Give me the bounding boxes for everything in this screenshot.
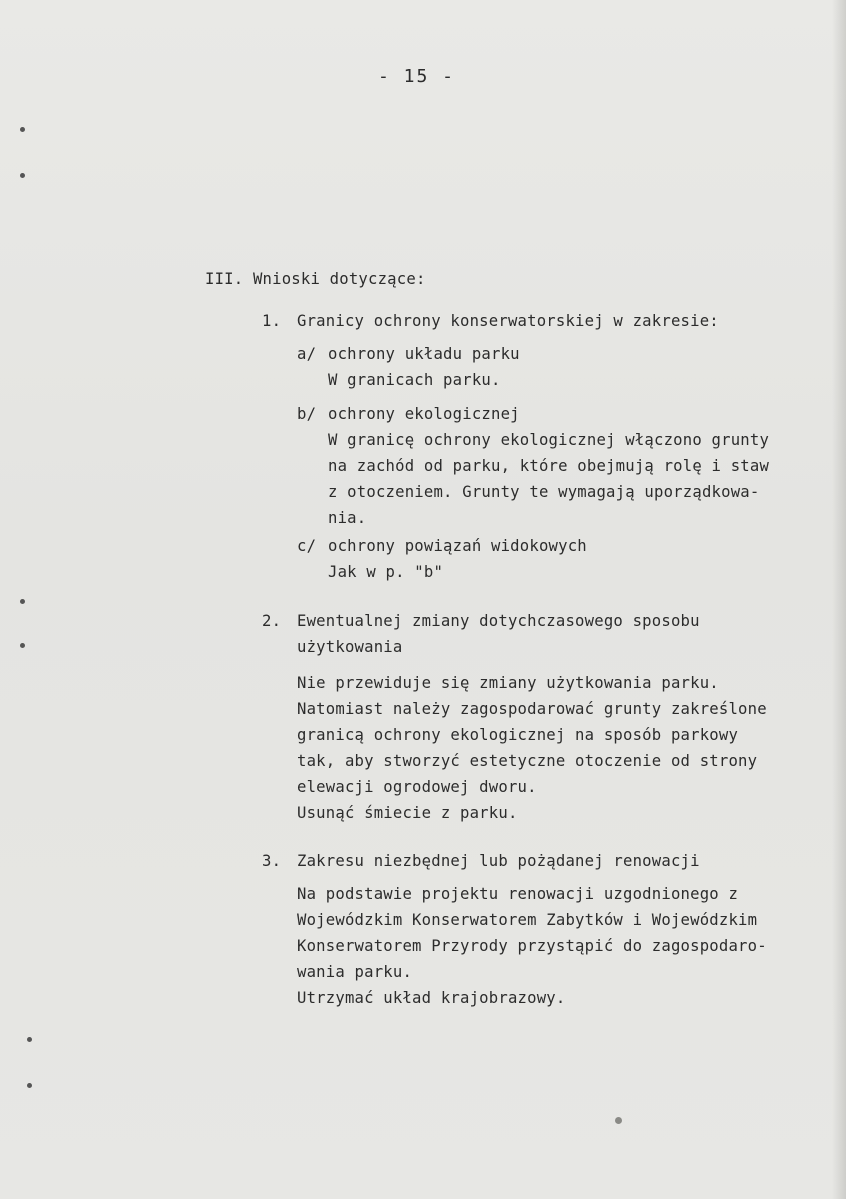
page-number: - 15 - <box>378 66 456 87</box>
section-heading: III. Wnioski dotyczące: <box>205 270 426 288</box>
body-line: elewacji ogrodowej dworu. <box>297 778 537 796</box>
subitem-title: ochrony ekologicznej <box>328 405 520 423</box>
item-number: 1. <box>262 312 282 330</box>
item-title: Zakresu niezbędnej lub pożądanej renowacji <box>297 852 700 870</box>
subitem-line: W granicę ochrony ekologicznej włączono grunty <box>328 431 770 449</box>
body-line: Konserwatorem Przyrody przystąpić do zagospodaro- <box>297 937 767 955</box>
subitem-title: ochrony powiązań widokowych <box>328 537 587 555</box>
body-line: wania parku. <box>297 963 413 981</box>
ink-spot <box>615 1117 622 1124</box>
body-line: Utrzymać układ krajobrazowy. <box>297 989 566 1007</box>
subitem-letter: b/ <box>297 405 317 423</box>
item-title-line: Ewentualnej zmiany dotychczasowego sposobu <box>297 612 700 630</box>
item-title-line: użytkowania <box>297 638 403 656</box>
subitem-line: W granicach parku. <box>328 371 501 389</box>
page-edge-shadow <box>832 0 846 1199</box>
body-line: Na podstawie projektu renowacji uzgodnionego z <box>297 885 739 903</box>
body-line: granicą ochrony ekologicznej na sposób parkowy <box>297 726 739 744</box>
body-line: Wojewódzkim Konserwatorem Zabytków i Wojewódzkim <box>297 911 758 929</box>
subitem-title: ochrony układu parku <box>328 345 520 363</box>
punch-mark <box>27 1037 32 1042</box>
subitem-line: Jak w p. "b" <box>328 563 444 581</box>
subitem-letter: c/ <box>297 537 317 555</box>
subitem-line: z otoczeniem. Grunty te wymagają uporządkowa- <box>328 483 760 501</box>
body-line: Usunąć śmiecie z parku. <box>297 804 518 822</box>
punch-mark <box>20 643 25 648</box>
body-line: tak, aby stworzyć estetyczne otoczenie od strony <box>297 752 758 770</box>
item-title: Granicy ochrony konserwatorskiej w zakresie: <box>297 312 719 330</box>
subitem-letter: a/ <box>297 345 317 363</box>
item-number: 3. <box>262 852 282 870</box>
subitem-line: nia. <box>328 509 367 527</box>
body-line: Natomiast należy zagospodarować grunty zakreślone <box>297 700 767 718</box>
punch-mark <box>20 173 25 178</box>
item-number: 2. <box>262 612 282 630</box>
body-line: Nie przewiduje się zmiany użytkowania parku. <box>297 674 719 692</box>
subitem-line: na zachód od parku, które obejmują rolę i staw <box>328 457 770 475</box>
punch-mark <box>20 599 25 604</box>
punch-mark <box>20 127 25 132</box>
punch-mark <box>27 1083 32 1088</box>
